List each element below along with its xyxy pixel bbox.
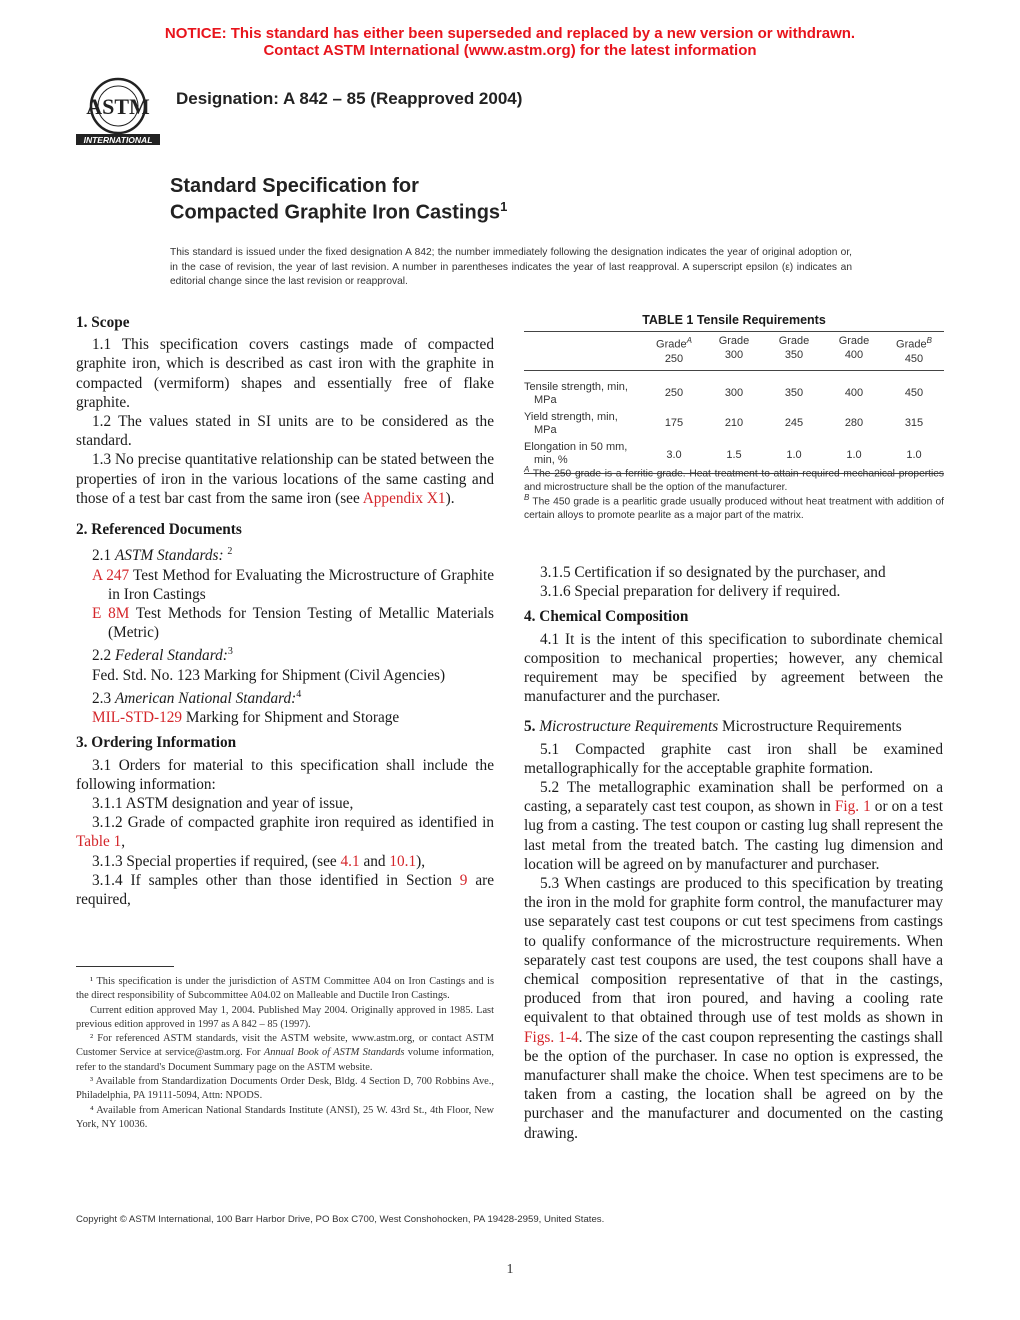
table-cell: 3.0 — [666, 449, 682, 462]
grade-header: Grade 400 — [838, 335, 870, 361]
e8m-link[interactable]: E 8M — [92, 604, 130, 622]
para-3-1-4: 3.1.4 If samples other than those identified in Section 9 are required, — [76, 871, 495, 908]
ref-a247: A 247 Test Method for Evaluating the Microstructure of Graphite in Iron Castings — [92, 566, 494, 603]
table-1-link[interactable]: Table 1 — [76, 833, 122, 851]
para-5-3: 5.3 When castings are produced to this specification by treating the iron in the mold for graphite form control, the manufacturer may use separately cast test coupons or cut test specimens from castings to qualify conformance of the microstructure requirements. When separately cast test coupons are used, the test coupons shall have a chemical composition representative of that in the castings, produced from that iron poured, and having a cooling rate equivalent to that obtained through use of test molds as shown in Figs. 1-4. The size of the cast coupon representing the castings shall be the option of the purchaser. In case no option is expressed, the manufacturer shall make the choice. When test specimens are to be taken from a casting, the location shall be agreed on by the purchaser and the manufacturer and documented on the casting drawing. — [524, 875, 944, 1142]
section-10-1-link[interactable]: 10.1 — [389, 852, 417, 870]
ref-fed-std: Fed. Std. No. 123 Marking for Shipment (Civil Agencies) — [92, 666, 446, 684]
para-3-1-1: 3.1.1 ASTM designation and year of issue, — [92, 794, 354, 812]
para-3-1-6: 3.1.6 Special preparation for delivery if required. — [540, 583, 841, 601]
footnotes — [76, 975, 494, 1132]
table-note-b: $^B$ The 450 grade is a pearlitic grade usually produced without heat treatment with addition of certain alloys to promote pearlite as a major part of the matrix. — [524, 493, 944, 522]
table-cell: 350 — [784, 387, 804, 400]
fig-1-link[interactable]: Fig. 1 — [834, 798, 871, 816]
tensile-requirements-table — [524, 331, 944, 474]
notice-line-1: NOTICE: This standard has either been superseded and replaced by a new version or withdrawn. — [164, 25, 856, 42]
table-header-blank — [524, 332, 644, 371]
table-cell: 400 — [844, 387, 864, 400]
table-cell: 300 — [724, 387, 744, 400]
table-header-row — [524, 332, 944, 371]
appendix-x1-link[interactable]: Appendix X1 — [362, 489, 446, 507]
chemical-composition-heading: 4. Chemical Composition — [524, 608, 689, 626]
page-number: 1 — [506, 1262, 514, 1277]
para-1-3: 1.3 No precise quantitative relationship can be stated between the properties of iron in the various locations of the same casting and those of a test bar cast from the same iron (see Appendix X1). — [76, 451, 494, 507]
grade-header: Grade$^B$ 450 — [896, 336, 932, 365]
notice-line-2: Contact ASTM International (www.astm.org) for the latest information — [263, 42, 757, 59]
para-2-2: 2.2 Federal Standard:$^3$ — [92, 646, 233, 665]
table-cell: 450 — [904, 387, 924, 400]
right-column — [524, 563, 943, 1143]
section-4-1-link[interactable]: 4.1 — [340, 852, 360, 870]
figs-1-4-link[interactable]: Figs. 1-4 — [524, 1028, 579, 1046]
footnote-1-edition: Current edition approved May 1, 2004. Published May 2004. Originally approved in 1985. Last previous edition approved in 1997 as A 842 – 85 (1997). — [76, 1004, 494, 1030]
table-cell: 280 — [844, 417, 864, 430]
intro-paragraph: This standard is issued under the fixed designation A 842; the number immediately following the designation indicates the year of original adoption or, in the case of revision, the year of last revision. A number in parentheses indicates the year of last reapproval. A superscript epsilon (ε) indicates an editorial change since the last revision or reapproval. — [170, 247, 852, 287]
para-5-1: 5.1 Compacted graphite cast iron shall be examined metallographically for the acceptable graphite formation. — [524, 740, 943, 777]
table-cell: 1.0 — [906, 449, 922, 462]
table-cell: 175 — [664, 417, 684, 430]
table-cell: 315 — [904, 417, 924, 430]
para-5-2: 5.2 The metallographic examination shall be performed on a casting, a separately cast test coupon, as shown in Fig. 1 or on a test lug from a casting. The test coupon or casting lug shall represent the last metal from the treated batch. The casting lug dimension and location will be agreed on by manufacturer and purchaser. — [524, 779, 943, 873]
row-label: Tensile strength, min, MPa — [524, 380, 628, 406]
scope-heading: 1. Scope — [76, 314, 130, 331]
para-3-1-3: 3.1.3 Special properties if required, (see 4.1 and 10.1), — [92, 852, 426, 870]
table-cell: 250 — [664, 387, 684, 400]
referenced-documents-heading: 2. Referenced Documents — [76, 521, 242, 539]
table-cell: 245 — [784, 417, 804, 430]
table-cell: 1.0 — [846, 449, 862, 462]
ref-mil-std: MIL-STD-129 Marking for Shipment and Storage — [92, 709, 400, 727]
title-line-2: Compacted Graphite Iron Castings$^1$ — [170, 199, 508, 224]
row-label: Yield strength, min, MPa — [524, 410, 618, 436]
table-row — [524, 370, 944, 409]
para-2-3: 2.3 American National Standard:$^4$ — [92, 688, 302, 707]
para-4-1: 4.1 It is the intent of this specification to subordinate chemical composition to mechanical properties; however, any chemical requirement may be specified by agreement between the manufacturer and the purchaser. — [524, 630, 943, 706]
para-1-1: 1.1 This specification covers castings made of compacted graphite iron, which is described as cast iron with the graphite in compacted (vermiform) shapes and essentially free of flake graphite. — [76, 336, 494, 411]
grade-header: Grade$^A$ 250 — [656, 336, 692, 365]
table-note-a: $^A$ The 250 grade is a ferritic grade. Heat treatment to attain required mechanical properties and microstructure shall be the option of the manufacturer. — [524, 465, 944, 494]
title-line-1: Standard Specification for — [170, 175, 419, 197]
grade-header: Grade 350 — [778, 335, 810, 361]
microstructure-heading: 5. Microstructure Requirements Microstructure Requirements — [524, 718, 902, 736]
footnote-2: ² For referenced ASTM standards, visit the ASTM website, www.astm.org, or contact ASTM Customer Service at service@astm.org. For Annual Book of ASTM Standards volume information, refer to the standard's Document Summary page on the ASTM website. — [76, 1033, 494, 1073]
left-column — [76, 313, 494, 909]
para-3-1: 3.1 Orders for material to this specification shall include the following information: — [76, 756, 494, 793]
para-3-1-2: 3.1.2 Grade of compacted graphite iron required as identified in Table 1, — [76, 814, 494, 851]
ref-e8m: E 8M Test Methods for Tension Testing of Metallic Materials (Metric) — [92, 604, 495, 642]
footnote-rule — [76, 966, 174, 967]
para-3-1-5: 3.1.5 Certification if so designated by the purchaser, and — [540, 564, 886, 581]
para-2-1: 2.1 ASTM Standards: $^2$ — [92, 546, 233, 565]
table-cell: 1.5 — [726, 449, 742, 462]
table-cell: 1.0 — [786, 449, 802, 462]
copyright: Copyright © ASTM International, 100 Barr Harbor Drive, PO Box C700, West Conshohocken, PA 19428-2959, United States. — [76, 1214, 605, 1225]
table-1-caption: TABLE 1 Tensile Requirements — [642, 313, 826, 327]
ordering-heading: 3. Ordering Information — [76, 734, 237, 752]
footnote-3: ³ Available from Standardization Documents Order Desk, Bldg. 4 Section D, 700 Robbins Ave., Philadelphia, PA 19111-5094, Attn: NPODS. — [76, 1076, 494, 1102]
footnote-1: ¹ This specification is under the jurisdiction of ASTM Committee A04 on Iron Castings and is the direct responsibility of Subcommittee A04.02 on Malleable and Ductile Iron Castings. — [76, 976, 494, 1002]
astm-logo — [74, 72, 162, 152]
row-label: Elongation in 50 mm, min, % — [524, 440, 628, 466]
mil-std-link[interactable]: MIL-STD-129 — [92, 709, 183, 727]
table-cell: 210 — [724, 417, 744, 430]
footnote-4: ⁴ Available from American National Standards Institute (ANSI), 25 W. 43rd St., 4th Floor, New York, NY 10036. — [76, 1104, 494, 1130]
a247-link[interactable]: A 247 — [92, 566, 130, 584]
svg-text:ASTM: ASTM — [86, 94, 150, 119]
table-row — [524, 409, 944, 439]
section-9-link[interactable]: 9 — [459, 871, 468, 889]
svg-text:INTERNATIONAL: INTERNATIONAL — [83, 135, 153, 145]
designation: Designation: A 842 – 85 (Reapproved 2004) — [176, 89, 523, 108]
para-1-2: 1.2 The values stated in SI units are to be considered as the standard. — [76, 413, 494, 450]
grade-header: Grade 300 — [718, 335, 750, 361]
